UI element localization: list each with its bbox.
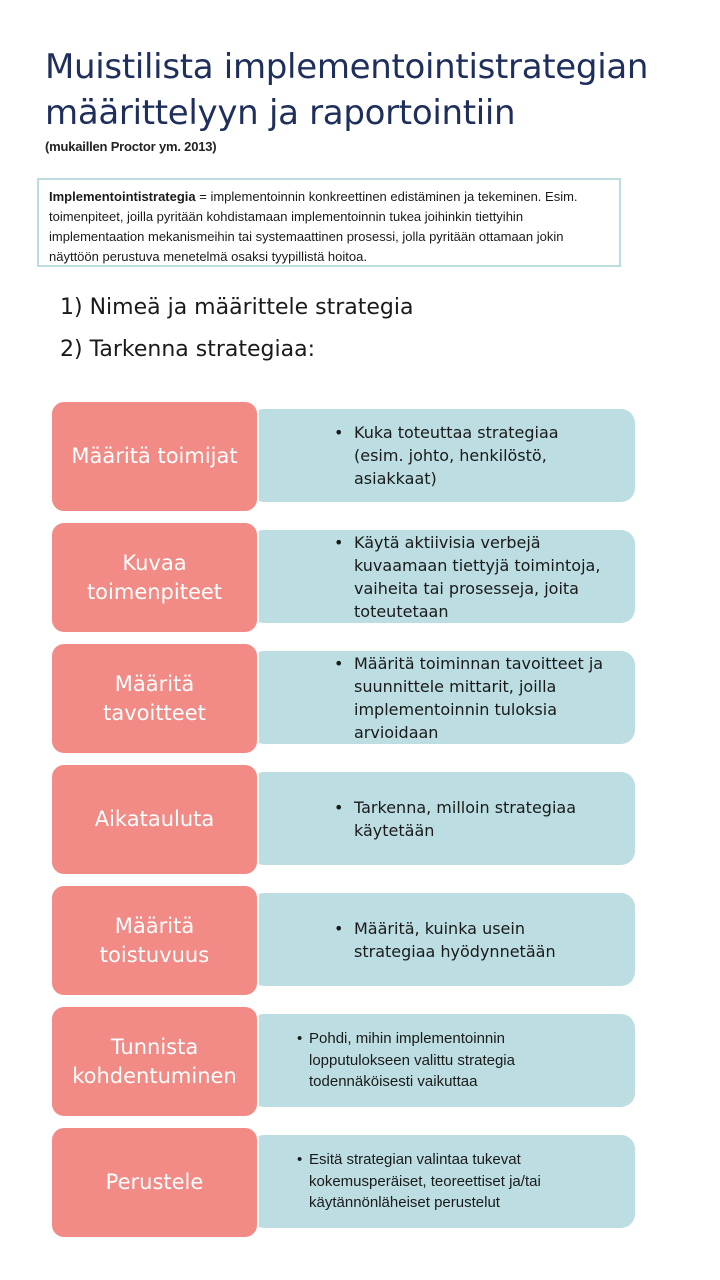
source-citation: (mukaillen Proctor ym. 2013) — [45, 139, 217, 154]
label-justification: Perustele — [50, 1126, 259, 1239]
detail-justification: • Esitä strategian valintaa tukevat kokemusperäiset, teoreettiset ja/tai käytännönläheiset perustelut — [297, 1149, 605, 1214]
label-outcome: Tunnista kohdentuminen — [50, 1005, 259, 1118]
detail-goals: • Määritä toiminnan tavoitteet ja suunnittele mittarit, joilla implementoinnin tuloksia arvioidaan — [334, 652, 605, 744]
title-line-1: Muistilista implementointistrategian — [45, 47, 649, 87]
detail-box-goals — [250, 651, 635, 744]
detail-actors: • Kuka toteuttaa strategiaa (esim. johto, henkilöstö, asiakkaat) — [334, 421, 605, 490]
detail-actions: • Käytä aktiivisia verbejä kuvaamaan tiettyjä toimintoja, vaiheita tai prosesseja, joita toteutetaan — [334, 531, 605, 623]
detail-box-actors — [250, 409, 635, 502]
definition-text: = implementoinnin konkreettinen edistäminen ja tekeminen. Esim. toimenpiteet, joilla pyritään kohdistamaan implementoinnin tukea joihinkin tiettyihin implementaation mekanismeihin tai systemaattinen prosessi, jolla pyritään ottamaan jokin näyttöön perustuva menetelmä osaksi tyypillistä hoitoa. — [49, 189, 578, 264]
definition-term: Implementointistrategia — [49, 189, 196, 204]
detail-box-outcome — [250, 1014, 635, 1107]
detail-frequency: • Määritä, kuinka usein strategiaa hyödynnetään — [334, 917, 605, 963]
label-schedule: Aikatauluta — [50, 763, 259, 876]
detail-box-justification — [250, 1135, 635, 1228]
row-schedule — [50, 763, 636, 876]
row-actions — [50, 521, 636, 634]
label-goals: Määritä tavoitteet — [50, 642, 259, 755]
row-goals — [50, 642, 636, 755]
detail-outcome: • Pohdi, mihin implementoinnin lopputulokseen valittu strategia todennäköisesti vaikuttaa — [297, 1028, 605, 1093]
row-frequency — [50, 884, 636, 997]
row-outcome — [50, 1005, 636, 1118]
step-refine-strategy: 2) Tarkenna strategiaa: — [60, 337, 315, 362]
label-actions: Kuvaa toimenpiteet — [50, 521, 259, 634]
step-name-strategy: 1) Nimeä ja määrittele strategia — [60, 295, 414, 320]
detail-box-actions — [250, 530, 635, 623]
row-actors — [50, 400, 636, 513]
label-frequency: Määritä toistuvuus — [50, 884, 259, 997]
label-actors: Määritä toimijat — [50, 400, 259, 513]
row-justification — [50, 1126, 636, 1239]
detail-box-frequency — [250, 893, 635, 986]
detail-schedule: • Tarkenna, milloin strategiaa käytetään — [334, 796, 605, 842]
detail-box-schedule — [250, 772, 635, 865]
title-line-2: määrittelyyn ja raportointiin — [45, 93, 516, 133]
